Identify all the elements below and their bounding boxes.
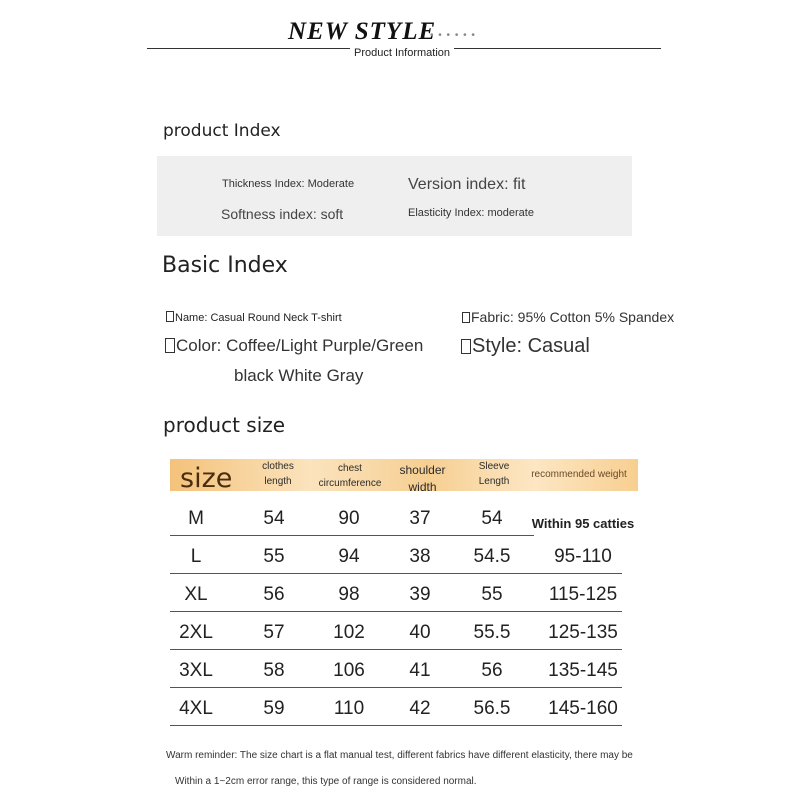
shoulder-header: [395, 462, 450, 496]
softness-index: Softness index: soft: [221, 206, 344, 222]
name-row: [166, 311, 342, 324]
size-cell-weight: 125-135: [548, 622, 618, 643]
size-cell-weight: 135-145: [548, 660, 618, 681]
style-text: Style: Casual: [472, 335, 590, 357]
size-cell-size: 2XL: [179, 622, 213, 643]
size-cell-size: 3XL: [179, 660, 213, 681]
style-row: [461, 335, 590, 358]
chest-header-line1: chest: [338, 463, 362, 474]
size-cell-length: 59: [263, 698, 285, 719]
size-cell-shoulder: 41: [409, 660, 431, 681]
size-cell-sleeve: 54: [481, 508, 503, 529]
chest-header: [311, 461, 389, 491]
table-row-divider: [170, 725, 622, 726]
size-cell-weight: 95-110: [554, 546, 612, 567]
size-cell-weight: 115-125: [548, 584, 618, 605]
reminder-line2: Within a 1~2cm error range, this type of range is considered normal.: [175, 776, 477, 787]
size-cell-shoulder: 38: [409, 546, 431, 567]
clothes-length-header-line2: length: [264, 476, 292, 487]
header-dots: • • • • • •: [430, 30, 476, 41]
size-cell-chest: 98: [338, 584, 360, 605]
size-cell-chest: 110: [333, 698, 365, 719]
size-cell-length: 54: [263, 508, 285, 529]
product-index-heading: product Index: [163, 121, 281, 141]
size-cell-sleeve: 55.5: [473, 622, 511, 643]
size-cell-size: XL: [184, 584, 208, 605]
checkbox-glyph-icon: [462, 312, 470, 323]
basic-index-heading: Basic Index: [162, 253, 288, 278]
reminder-line1: Warm reminder: The size chart is a flat manual test, different fabrics have different elasticity, there may be: [166, 750, 633, 761]
chest-header-line2: circumference: [318, 478, 382, 489]
fabric-text: Fabric: 95% Cotton 5% Spandex: [471, 309, 675, 325]
table-row-divider: [170, 649, 622, 650]
version-index: Version index: fit: [408, 176, 526, 193]
size-cell-weight: 145-160: [548, 698, 618, 719]
shoulder-header-line1: shoulder: [399, 463, 446, 477]
size-cell-weight: Within 95 catties: [531, 516, 635, 531]
size-cell-size: M: [188, 508, 204, 529]
thickness-index: Thickness Index: Moderate: [222, 178, 355, 190]
size-cell-length: 56: [263, 584, 285, 605]
checkbox-glyph-icon: [166, 311, 174, 322]
shoulder-header-line2: width: [408, 480, 437, 494]
size-column-header: size: [180, 463, 233, 494]
sleeve-header-line2: Length: [478, 476, 510, 487]
size-cell-chest: 94: [338, 546, 360, 567]
header-subtitle: Product Information: [350, 46, 454, 60]
size-cell-length: 57: [263, 622, 285, 643]
size-cell-chest: 90: [338, 508, 360, 529]
sleeve-header-line1: Sleeve: [478, 461, 510, 472]
color-text: Color: Coffee/Light Purple/Green: [176, 336, 424, 355]
table-row-divider: [170, 611, 622, 612]
size-cell-shoulder: 40: [409, 622, 431, 643]
size-cell-shoulder: 37: [409, 508, 431, 529]
product-index-box: [157, 156, 632, 236]
name-text: Name: Casual Round Neck T-shirt: [175, 312, 342, 324]
size-cell-sleeve: 56.5: [473, 698, 511, 719]
sleeve-header: [470, 459, 518, 489]
product-size-heading: product size: [163, 413, 286, 437]
color-continued: black White Gray: [234, 366, 364, 385]
header-title: NEW STYLE: [286, 16, 438, 48]
size-cell-chest: 102: [333, 622, 365, 643]
checkbox-glyph-icon: [165, 338, 175, 353]
clothes-length-header: [253, 459, 303, 489]
size-cell-shoulder: 39: [409, 584, 431, 605]
size-cell-length: 58: [263, 660, 285, 681]
size-cell-size: 4XL: [179, 698, 213, 719]
fabric-row: [462, 309, 674, 325]
size-cell-size: L: [190, 546, 202, 567]
color-row: [165, 336, 423, 356]
weight-header: recommended weight: [531, 469, 627, 480]
size-cell-sleeve: 55: [481, 584, 503, 605]
table-row-divider: [170, 687, 622, 688]
table-row-divider: [170, 573, 622, 574]
clothes-length-header-line1: clothes: [262, 461, 294, 472]
size-cell-chest: 106: [333, 660, 365, 681]
size-cell-sleeve: 54.5: [473, 546, 511, 567]
elasticity-index: Elasticity Index: moderate: [408, 207, 534, 219]
size-cell-length: 55: [263, 546, 285, 567]
size-cell-sleeve: 56: [481, 660, 503, 681]
size-cell-shoulder: 42: [409, 698, 431, 719]
table-row-divider: [170, 535, 534, 536]
checkbox-glyph-icon: [461, 339, 471, 354]
